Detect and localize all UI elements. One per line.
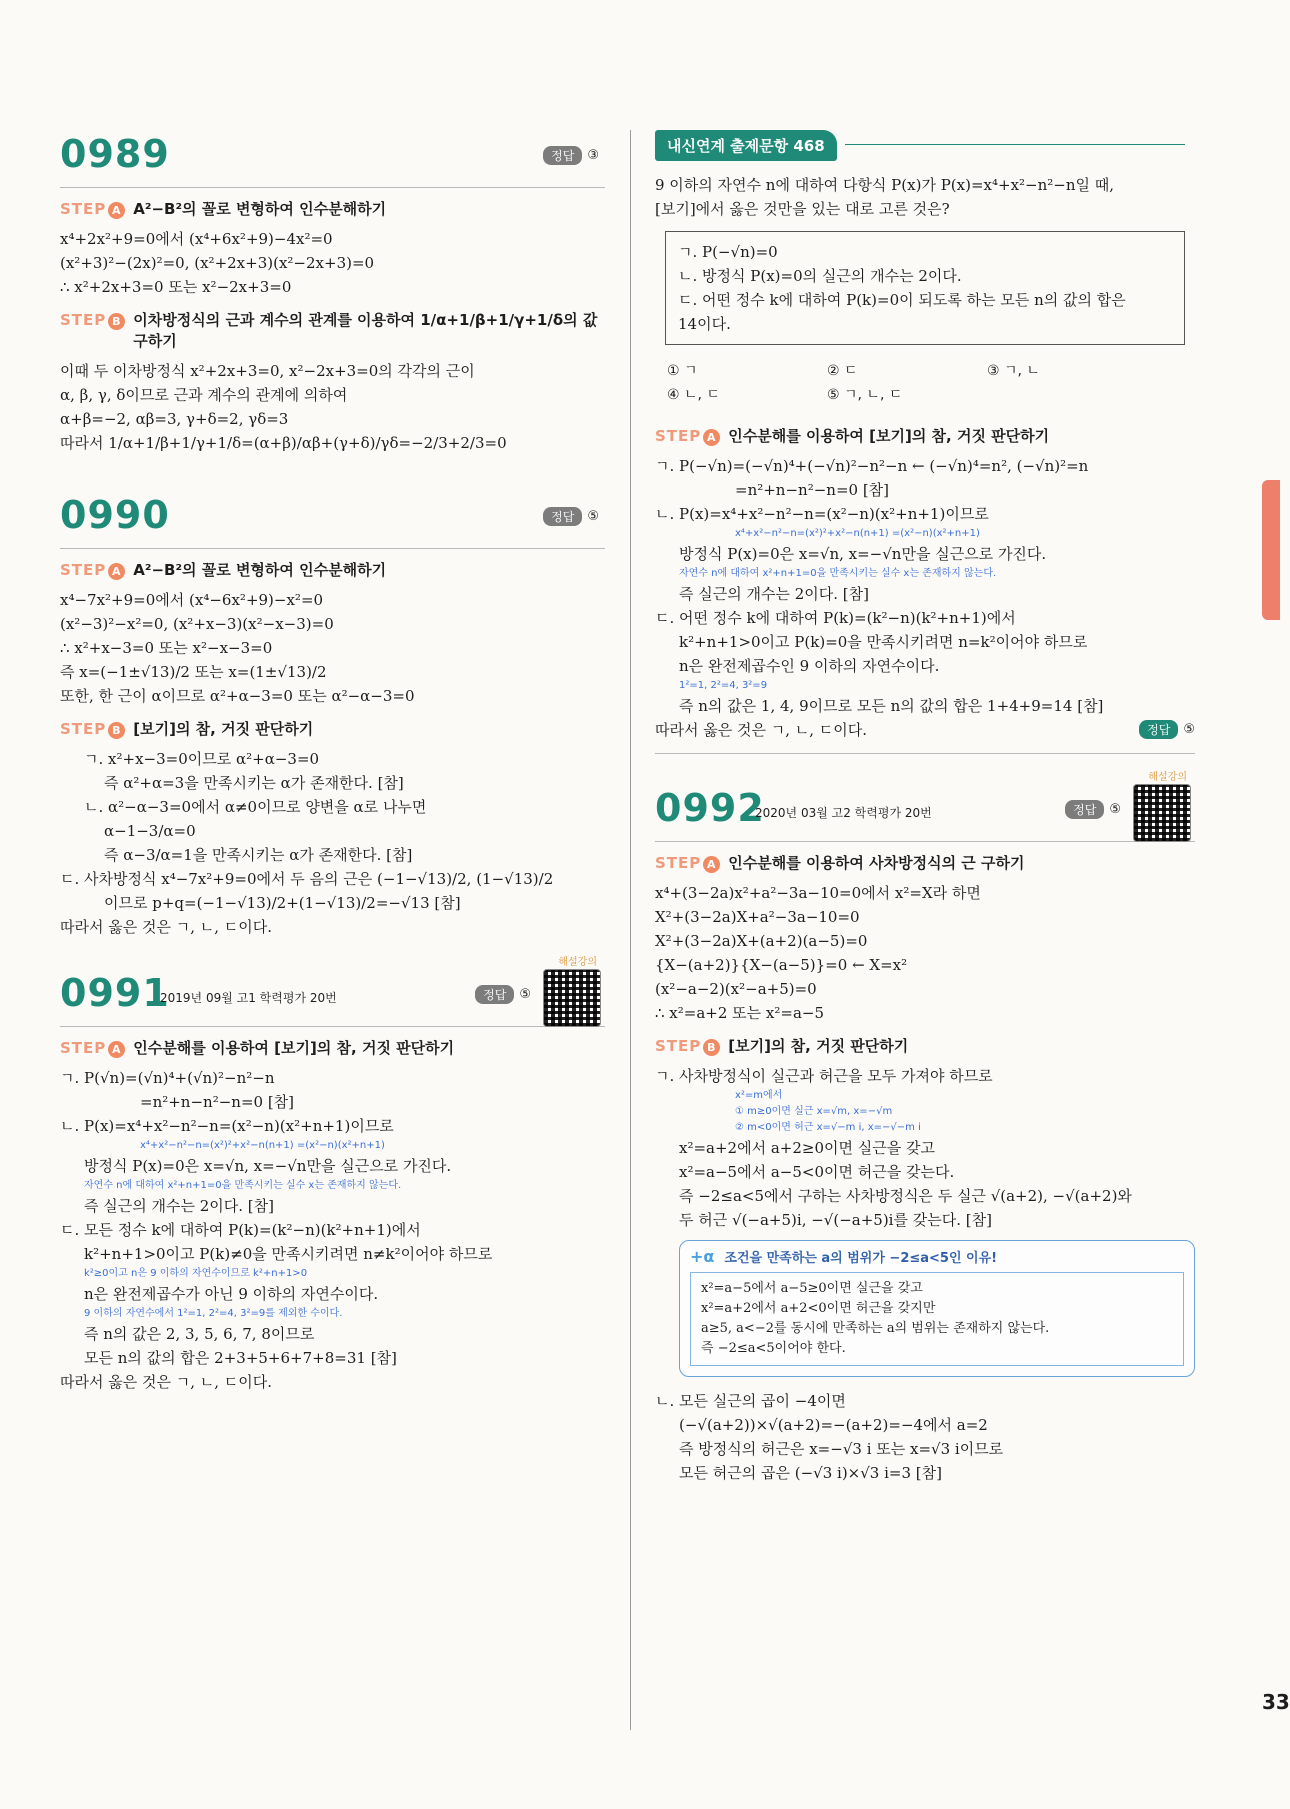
solution-line: 즉 방정식의 허근은 x=−√3 i 또는 x=√3 i이므로: [679, 1440, 1004, 1458]
answer-badge: [543, 146, 599, 165]
solution-line: 모든 허근의 곱은 (−√3 i)×√3 i=3 [참]: [679, 1464, 942, 1482]
solution-line: 즉 α²+α=3을 만족시키는 α가 존재한다. [참]: [104, 774, 404, 792]
problem-header: [655, 772, 1195, 842]
step-title: [보기]의 참, 거짓 판단하기: [728, 1037, 909, 1055]
answer-label: 정답: [475, 985, 514, 1004]
problem-header: [60, 130, 605, 188]
annotation-note: k²≥0이고 n은 9 이하의 자연수이므로 k²+n+1>0: [84, 1268, 308, 1279]
step-tag: STEP B: [60, 720, 125, 739]
solution-line: x⁴−7x²+9=0에서 (x⁴−6x²+9)−x²=0: [60, 591, 324, 609]
solution-line: ㄱ. P(√n)=(√n)⁴+(√n)²−n²−n: [60, 1069, 275, 1087]
solution-line: α−1−3/α=0: [104, 822, 196, 840]
answer-label: 정답: [543, 146, 582, 165]
annotation-note: x⁴+x²−n²−n=(x²)²+x²−n(n+1) =(x²−n)(x²+n+1): [140, 1140, 385, 1151]
problem-0992: [655, 772, 1195, 1485]
solution-line: 즉 −2≤a<5에서 구하는 사차방정식은 두 실근 √(a+2), −√(a+2)와: [679, 1187, 1132, 1205]
solution-line: X²+(3−2a)X+a²−3a−10=0: [655, 908, 860, 926]
problem-number: 0991: [60, 971, 170, 1015]
solution-line: 14이다.: [678, 315, 731, 333]
solution-line: ㄷ. 모든 정수 k에 대하여 P(k)=(k²−n)(k²+n+1)에서: [60, 1221, 421, 1239]
annotation-note: 9 이하의 자연수에서 1²=1, 2²=4, 3²=9를 제외한 수이다.: [84, 1308, 343, 1319]
step-b-body: [60, 359, 605, 455]
tip-box: [679, 1240, 1195, 1377]
solution-line: ㄴ. P(x)=x⁴+x²−n²−n=(x²−n)(x²+n+1)이므로: [655, 505, 989, 523]
solution-line: 즉 α−3/α=1을 만족시키는 α가 존재한다. [참]: [104, 846, 413, 864]
solution-line: ㄷ. 어떤 정수 k에 대하여 P(k)=(k²−n)(k²+n+1)에서: [655, 609, 1016, 627]
solution-line: n은 완전제곱수가 아닌 9 이하의 자연수이다.: [84, 1285, 379, 1303]
solution-line: ㄱ. P(−√n)=0: [678, 243, 778, 261]
step-tag: STEP A: [655, 427, 720, 446]
choice-option[interactable]: ⑤ ㄱ, ㄴ, ㄷ: [827, 387, 903, 403]
tip-line: 즉 −2≤a<5이어야 한다.: [701, 1341, 846, 1356]
step-a-body: [655, 454, 1195, 742]
solution-line: 즉 실근의 개수는 2이다. [참]: [84, 1197, 274, 1215]
solution-line: ∴ x²=a+2 또는 x²=a−5: [655, 1004, 825, 1022]
step-title: [보기]의 참, 거짓 판단하기: [133, 720, 314, 738]
solution-line: ㄱ. P(−√n)=(−√n)⁴+(−√n)²−n²−n ← (−√n)⁴=n², (−√n)²=n: [655, 457, 1089, 475]
plus-alpha-icon: +α: [690, 1247, 715, 1266]
answer-value: ③: [587, 148, 599, 163]
step-tag: STEP A: [60, 1039, 125, 1058]
annotation-note: ① m≥0이면 실근 x=√m, x=−√m: [735, 1106, 893, 1117]
step-a-body: [60, 227, 605, 299]
problem-0991: [60, 957, 605, 1394]
annotation-note: x⁴+x²−n²−n=(x²)²+x²−n(n+1) =(x²−n)(x²+n+1): [735, 528, 980, 539]
qr-code-icon[interactable]: [543, 969, 601, 1027]
answer-label: 정답: [543, 507, 582, 526]
solution-line: 즉 x=(−1±√13)/2 또는 x=(1±√13)/2: [60, 663, 327, 681]
solution-line: 이므로 p+q=(−1−√13)/2+(1−√13)/2=−√13 [참]: [104, 894, 461, 912]
step-title: 이차방정식의 근과 계수의 관계를 이용하여 1/α+1/β+1/γ+1/δ의 값 구하기: [133, 311, 598, 350]
annotation-note: 자연수 n에 대하여 x²+n+1=0을 만족시키는 실수 x는 존재하지 않는다.: [84, 1180, 402, 1191]
answer-label: 정답: [1139, 720, 1178, 739]
solution-line: ㄱ. x²+x−3=0이므로 α²+α−3=0: [84, 750, 320, 768]
solution-line: ㄴ. P(x)=x⁴+x²−n²−n=(x²−n)(x²+n+1)이므로: [60, 1117, 394, 1135]
solution-line: (x²+3)²−(2x)²=0, (x²+2x+3)(x²−2x+3)=0: [60, 254, 375, 272]
solution-line: ㄴ. 모든 실근의 곱이 −4이면: [655, 1392, 846, 1410]
solution-line: x⁴+(3−2a)x²+a²−3a−10=0에서 x²=X라 하면: [655, 884, 981, 902]
solution-line: [보기]에서 옳은 것만을 있는 대로 고른 것은?: [655, 200, 950, 218]
step-title: A²−B²의 꼴로 변형하여 인수분해하기: [133, 200, 387, 218]
step-b-heading: [655, 1035, 1195, 1056]
tip-line: x²=a−5에서 a−5≥0이면 실근을 갖고: [701, 1281, 923, 1296]
solution-line: {X−(a+2)}{X−(a−5)}=0 ← X=x²: [655, 956, 908, 974]
problem-source: 2020년 03월 고2 학력평가 20번: [755, 806, 932, 820]
solution-line: 따라서 옳은 것은 ㄱ, ㄴ, ㄷ이다.: [60, 1373, 273, 1391]
step-a-body: [60, 1066, 605, 1394]
qr-code-icon[interactable]: [1133, 784, 1191, 842]
step-b-body: [655, 1064, 1195, 1232]
solution-line: 방정식 P(x)=0은 x=√n, x=−√n만을 실근으로 가진다.: [84, 1157, 452, 1175]
solution-line: X²+(3−2a)X+(a+2)(a−5)=0: [655, 932, 868, 950]
solution-line: x²=a+2에서 a+2≥0이면 실근을 갖고: [679, 1139, 935, 1157]
step-b-heading: [60, 718, 605, 739]
solution-line: x⁴+2x²+9=0에서 (x⁴+6x²+9)−4x²=0: [60, 230, 333, 248]
step-tag: STEP B: [60, 311, 125, 330]
section-separator: [655, 753, 1195, 754]
step-title: A²−B²의 꼴로 변형하여 인수분해하기: [133, 561, 387, 579]
choice-list: [655, 359, 1195, 407]
problem-source: 2019년 09월 고1 학력평가 20번: [160, 991, 337, 1005]
right-column: [655, 130, 1195, 1485]
linked-question: [655, 173, 1195, 221]
solution-line: 즉 실근의 개수는 2이다. [참]: [679, 585, 869, 603]
answer-value: ⑤: [587, 509, 599, 524]
step-tag: STEP A: [60, 200, 125, 219]
solution-line: ㄴ. 방정식 P(x)=0의 실근의 개수는 2이다.: [678, 267, 962, 285]
step-tag: STEP A: [60, 561, 125, 580]
solution-line: ㄷ. 어떤 정수 k에 대하여 P(k)=0이 되도록 하는 모든 n의 값의 합은: [678, 291, 1126, 309]
solution-line: k²+n+1>0이고 P(k)≠0을 만족시키려면 n≠k²이어야 하므로: [84, 1245, 493, 1263]
qr-caption: 해설강의: [1148, 772, 1187, 783]
solution-line: 따라서 옳은 것은 ㄱ, ㄴ, ㄷ이다.: [60, 918, 273, 936]
answer-value: ⑤: [1109, 802, 1121, 817]
step-b-body-continued: [655, 1389, 1195, 1485]
step-a-heading: [655, 852, 1195, 873]
answer-value: ⑤: [519, 987, 531, 1002]
solution-line: (x²−3)²−x²=0, (x²+x−3)(x²−x−3)=0: [60, 615, 334, 633]
annotation-note: ② m<0이면 허근 x=√−m i, x=−√−m i: [735, 1122, 921, 1133]
solution-line: 두 허근 √(−a+5)i, −√(−a+5)i를 갖는다. [참]: [679, 1211, 992, 1229]
linked-banner: 내신연계 출제문항 468: [655, 130, 837, 161]
page-number: 33: [1262, 1690, 1290, 1714]
answer-badge: [475, 985, 531, 1004]
choice-option[interactable]: ① ㄱ: [667, 363, 698, 379]
solution-line: α+β=−2, αβ=3, γ+δ=2, γδ=3: [60, 410, 289, 428]
tip-title: 조건을 만족하는 a의 범위가 −2≤a<5인 이유!: [724, 1251, 998, 1266]
bogi-box: [665, 231, 1185, 345]
solution-line: 또한, 한 근이 α이므로 α²+α−3=0 또는 α²−α−3=0: [60, 687, 415, 705]
annotation-note: 자연수 n에 대하여 x²+n+1=0을 만족시키는 실수 x는 존재하지 않는다.: [679, 568, 997, 579]
answer-badge: [1065, 800, 1121, 819]
answer-badge: [543, 507, 599, 526]
solution-line: ∴ x²+x−3=0 또는 x²−x−3=0: [60, 639, 273, 657]
choice-option[interactable]: ③ ㄱ, ㄴ: [987, 363, 1040, 379]
step-a-heading: [60, 559, 605, 580]
solution-line: n은 완전제곱수인 9 이하의 자연수이다.: [679, 657, 940, 675]
solution-line: (x²−a−2)(x²−a+5)=0: [655, 980, 817, 998]
step-a-body: [60, 588, 605, 708]
solution-line: =n²+n−n²−n=0 [참]: [735, 481, 890, 499]
tip-body: [690, 1272, 1184, 1366]
answer-label: 정답: [1065, 800, 1104, 819]
choice-option[interactable]: ② ㄷ: [827, 363, 858, 379]
solution-line: 9 이하의 자연수 n에 대하여 다항식 P(x)가 P(x)=x⁴+x²−n²−n일 때,: [655, 176, 1115, 194]
step-a-heading: [655, 425, 1195, 446]
step-b-heading: [60, 309, 605, 351]
solution-line: 즉 n의 값은 1, 4, 9이므로 모든 n의 값의 합은 1+4+9=14 [참]: [679, 697, 1104, 715]
tip-line: a≥5, a<−2를 동시에 만족하는 a의 범위는 존재하지 않는다.: [701, 1321, 1050, 1336]
problem-number: 0989: [60, 132, 170, 176]
linked-problem: [655, 130, 1195, 739]
solution-line: α, β, γ, δ이므로 근과 계수의 관계에 의하여: [60, 386, 348, 404]
solution-line: ∴ x²+2x+3=0 또는 x²−2x+3=0: [60, 278, 292, 296]
step-a-heading: [60, 198, 605, 219]
step-title: 인수분해를 이용하여 사차방정식의 근 구하기: [728, 854, 1025, 872]
solution-line: 즉 n의 값은 2, 3, 5, 6, 7, 8이므로: [84, 1325, 315, 1343]
step-a-body: [655, 881, 1195, 1025]
problem-header: [60, 957, 605, 1027]
solution-line: x²=a−5에서 a−5<0이면 허근을 갖는다.: [679, 1163, 955, 1181]
annotation-note: 1²=1, 2²=4, 3²=9: [679, 680, 768, 691]
step-tag: STEP B: [655, 1037, 720, 1056]
step-tag: STEP A: [655, 854, 720, 873]
solution-line: ㄴ. α²−α−3=0에서 α≠0이므로 양변을 α로 나누면: [84, 798, 427, 816]
step-b-body: [60, 747, 605, 939]
step-title: 인수분해를 이용하여 [보기]의 참, 거짓 판단하기: [728, 427, 1050, 445]
solution-line: ㄷ. 사차방정식 x⁴−7x²+9=0에서 두 음의 근은 (−1−√13)/2, (1−√13)/2: [60, 870, 554, 888]
solution-line: 이때 두 이차방정식 x²+2x+3=0, x²−2x+3=0의 각각의 근이: [60, 362, 475, 380]
problem-0990: [60, 491, 605, 939]
step-title: 인수분해를 이용하여 [보기]의 참, 거짓 판단하기: [133, 1039, 455, 1057]
tip-header: [680, 1241, 1194, 1272]
chapter-side-tab: [1262, 480, 1280, 620]
qr-caption: 해설강의: [558, 957, 597, 968]
choice-option[interactable]: ④ ㄴ, ㄷ: [667, 387, 720, 403]
problem-number: 0992: [655, 786, 765, 830]
banner-rule: [845, 144, 1185, 145]
solution-line: =n²+n−n²−n=0 [참]: [140, 1093, 295, 1111]
step-a-heading: [60, 1037, 605, 1058]
solution-line: 방정식 P(x)=0은 x=√n, x=−√n만을 실근으로 가진다.: [679, 545, 1047, 563]
answer-value: ⑤: [1183, 722, 1195, 737]
solution-line: 따라서 옳은 것은 ㄱ, ㄴ, ㄷ이다.: [655, 721, 868, 739]
column-divider: [630, 130, 631, 1730]
problem-header: [60, 491, 605, 549]
solution-line: k²+n+1>0이고 P(k)=0을 만족시키려면 n=k²이어야 하므로: [679, 633, 1088, 651]
solution-line: ㄱ. 사차방정식이 실근과 허근을 모두 가져야 하므로: [655, 1067, 993, 1085]
annotation-note: x²=m에서: [735, 1090, 783, 1101]
problem-number: 0990: [60, 493, 170, 537]
solution-line: (−√(a+2))×√(a+2)=−(a+2)=−4에서 a=2: [679, 1416, 988, 1434]
problem-0989: [60, 130, 605, 455]
solution-line: 따라서 1/α+1/β+1/γ+1/δ=(α+β)/αβ+(γ+δ)/γδ=−2/3+2/3=0: [60, 434, 507, 452]
left-column: [60, 130, 605, 1394]
solution-line: 모든 n의 값의 합은 2+3+5+6+7+8=31 [참]: [84, 1349, 397, 1367]
tip-line: x²=a+2에서 a+2<0이면 허근을 갖지만: [701, 1301, 936, 1316]
